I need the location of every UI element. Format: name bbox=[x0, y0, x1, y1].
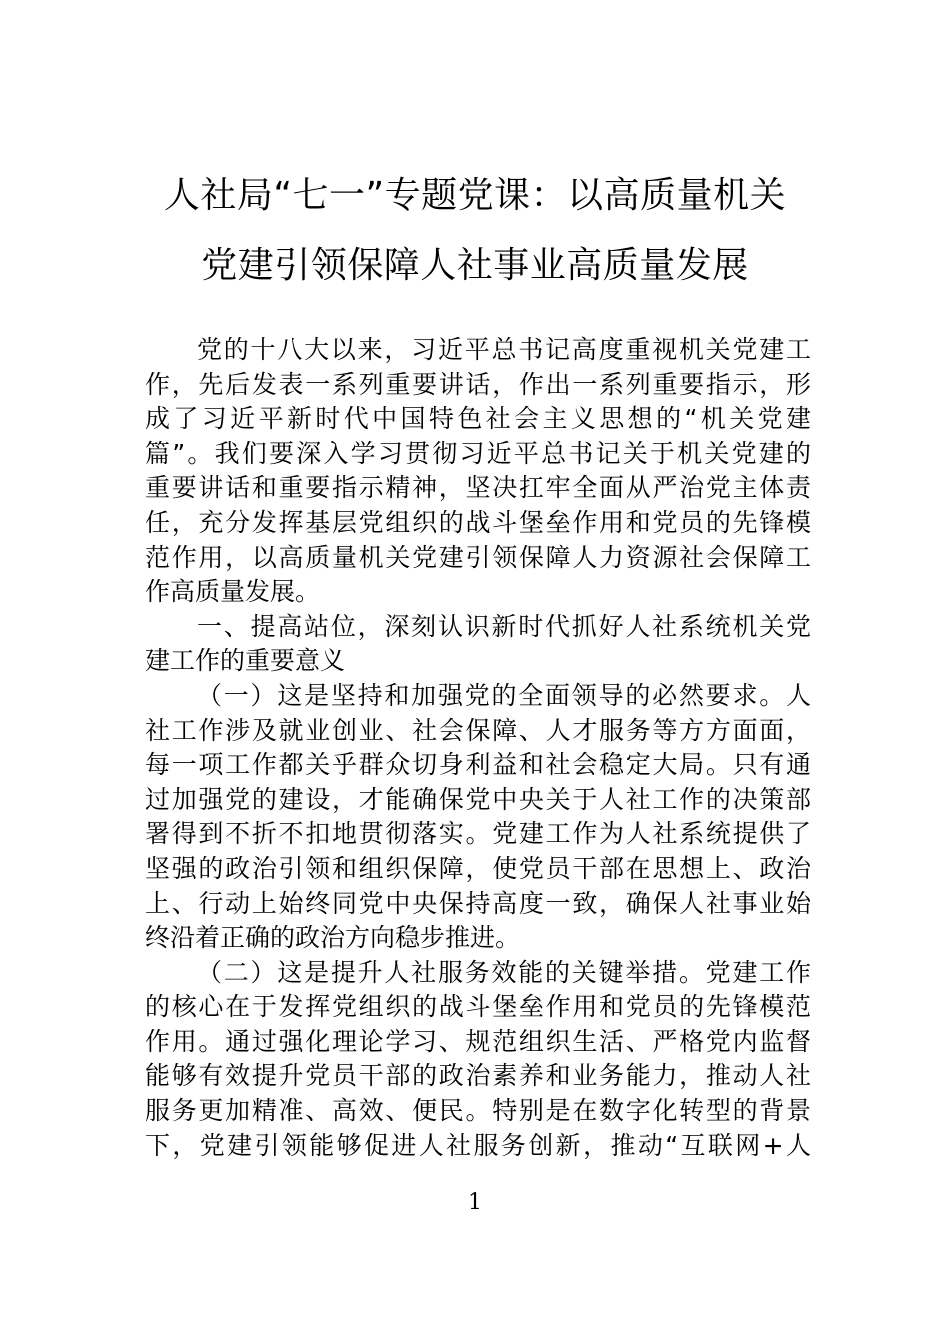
text-line: 篇”。我们要深入学习贯彻习近平总书记关于机关党建的 bbox=[145, 438, 811, 468]
paragraph-subsection-2 bbox=[145, 956, 811, 1164]
text-line: 作用。通过强化理论学习、规范组织生活、严格党内监督 bbox=[145, 1026, 811, 1056]
text-line: 过加强党的建设，才能确保党中央关于人社工作的决策部 bbox=[145, 784, 811, 814]
paragraph-subsection-1 bbox=[145, 679, 811, 956]
document-body bbox=[145, 333, 811, 1163]
paragraph-intro bbox=[145, 333, 811, 610]
heading-line: 一、提高站位，深刻认识新时代抓好人社系统机关党 bbox=[197, 611, 811, 641]
section-heading-1 bbox=[145, 610, 811, 679]
text-line: 的核心在于发挥党组织的战斗堡垒作用和党员的先锋模范 bbox=[145, 992, 811, 1022]
text-line: 坚强的政治引领和组织保障，使党员干部在思想上、政治 bbox=[145, 853, 811, 883]
text-line: 终沿着正确的政治方向稳步推进。 bbox=[145, 923, 521, 953]
text-line: 作高质量发展。 bbox=[145, 577, 321, 607]
text-line: 党的十八大以来，习近平总书记高度重视机关党建工 bbox=[197, 335, 811, 364]
text-line: 作，先后发表一系列重要讲话，作出一系列重要指示，形 bbox=[145, 369, 811, 399]
title-line-2: 党建引领保障人社事业高质量发展 bbox=[201, 245, 749, 286]
text-line: 服务更加精准、高效、便民。特别是在数字化转型的背景 bbox=[145, 1096, 811, 1126]
text-line: 上、行动上始终同党中央保持高度一致，确保人社事业始 bbox=[145, 888, 811, 918]
text-line: 每一项工作都关乎群众切身利益和社会稳定大局。只有通 bbox=[145, 750, 811, 780]
heading-line: 建工作的重要意义 bbox=[145, 646, 346, 676]
text-line: 任，充分发挥基层党组织的战斗堡垒作用和党员的先锋模 bbox=[145, 507, 811, 537]
title-line-1: 人社局“七一”专题党课：以高质量机关 bbox=[163, 175, 787, 216]
text-line: 社工作涉及就业创业、社会保障、人才服务等方方面面， bbox=[145, 715, 811, 745]
text-line: 下，党建引领能够促进人社服务创新，推动“互联网+人 bbox=[145, 1130, 811, 1160]
page-number: 1 bbox=[468, 1190, 482, 1215]
text-line: 重要讲话和重要指示精神，坚决扛牢全面从严治党主体责 bbox=[145, 473, 811, 503]
text-line: 能够有效提升党员干部的政治素养和业务能力，推动人社 bbox=[145, 1061, 811, 1091]
text-line: 成了习近平新时代中国特色社会主义思想的“机关党建 bbox=[145, 404, 811, 434]
text-line: （二）这是提升人社服务效能的关键举措。党建工作 bbox=[197, 957, 811, 987]
text-line: （一）这是坚持和加强党的全面领导的必然要求。人 bbox=[197, 680, 811, 710]
text-line: 范作用，以高质量机关党建引领保障人力资源社会保障工 bbox=[145, 542, 811, 572]
text-line: 署得到不折不扣地贯彻落实。党建工作为人社系统提供了 bbox=[145, 819, 811, 849]
